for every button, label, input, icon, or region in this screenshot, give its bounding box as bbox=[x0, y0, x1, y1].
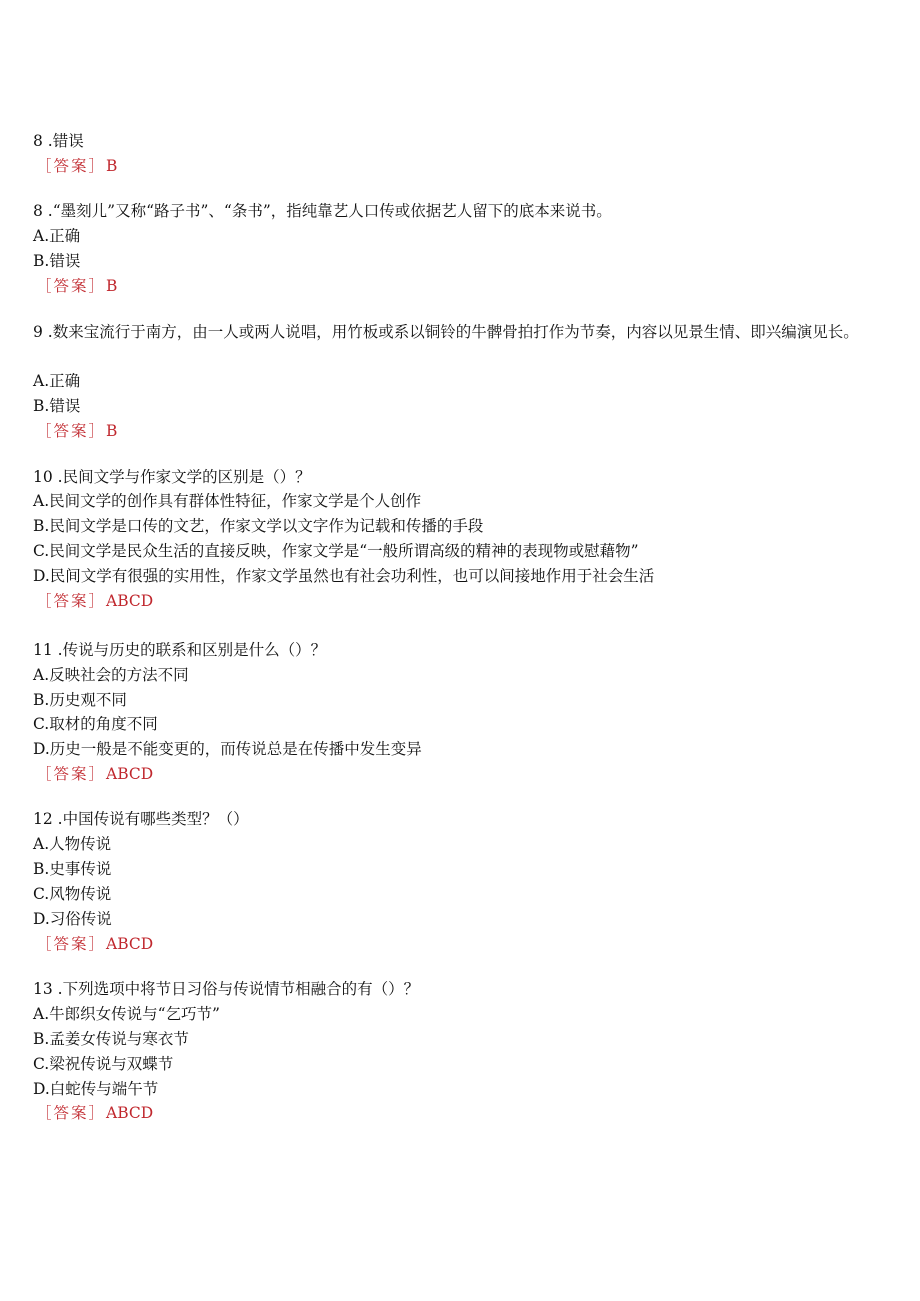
option: B.错误 bbox=[33, 397, 81, 415]
answer bbox=[36, 763, 153, 785]
answer-value: B bbox=[106, 277, 118, 295]
answer bbox=[36, 420, 117, 442]
option: C.风物传说 bbox=[33, 885, 112, 903]
answer bbox=[36, 275, 117, 297]
question-stem: 10 .民间文学与作家文学的区别是（）？ bbox=[33, 468, 311, 486]
prev-option: 8 .错误 bbox=[33, 132, 84, 150]
question-stem: 13 .下列选项中将节日习俗与传说情节相融合的有（）？ bbox=[33, 980, 420, 998]
option: A.正确 bbox=[33, 372, 81, 390]
answer-value: B bbox=[106, 157, 118, 175]
option: A.民间文学的创作具有群体性特征，作家文学是个人创作 bbox=[33, 492, 422, 510]
prev-answer bbox=[36, 155, 117, 177]
question-stem: 12 .中国传说有哪些类型？（） bbox=[33, 810, 249, 828]
answer-value: ABCD bbox=[106, 1104, 154, 1122]
answer-label: ［答案］ bbox=[36, 765, 107, 783]
answer-value: ABCD bbox=[106, 765, 154, 783]
option: B.史事传说 bbox=[33, 860, 112, 878]
answer-value: ABCD bbox=[106, 935, 154, 953]
answer-label: ［答案］ bbox=[36, 935, 107, 953]
answer-label: ［答案］ bbox=[36, 277, 107, 295]
option: C.梁祝传说与双蝶节 bbox=[33, 1055, 174, 1073]
answer-label: ［答案］ bbox=[36, 1104, 107, 1122]
option: A.牛郎织女传说与“乞巧节” bbox=[33, 1005, 220, 1023]
answer-value: ABCD bbox=[106, 592, 154, 610]
answer bbox=[36, 1102, 153, 1124]
question-stem: 9 .数来宝流行于南方，由一人或两人说唱，用竹板或系以铜铃的牛髀骨拍打作为节奏，内容以见景生情、即兴编演见长。 bbox=[33, 323, 859, 341]
option: A.正确 bbox=[33, 227, 81, 245]
option: D.民间文学有很强的实用性，作家文学虽然也有社会功利性，也可以间接地作用于社会生活 bbox=[33, 567, 655, 585]
option: D.历史一般是不能变更的，而传说总是在传播中发生变异 bbox=[33, 740, 422, 758]
answer bbox=[36, 590, 153, 612]
question-stem: 8 .“墨刻儿”又称“路子书”、“条书”，指纯靠艺人口传或依据艺人留下的底本来说书。 bbox=[33, 202, 612, 220]
option: C.民间文学是民众生活的直接反映，作家文学是“一般所谓高级的精神的表现物或慰藉物” bbox=[33, 542, 639, 560]
option: B.历史观不同 bbox=[33, 691, 127, 709]
answer-label: ［答案］ bbox=[36, 422, 107, 440]
option: C.取材的角度不同 bbox=[33, 715, 158, 733]
answer bbox=[36, 933, 153, 955]
option: B.错误 bbox=[33, 252, 81, 270]
question-stem: 11 .传说与历史的联系和区别是什么（）？ bbox=[33, 641, 327, 659]
answer-value: B bbox=[106, 422, 118, 440]
option: B.孟姜女传说与寒衣节 bbox=[33, 1030, 189, 1048]
answer-label: ［答案］ bbox=[36, 592, 107, 610]
option: B.民间文学是口传的文艺，作家文学以文字作为记载和传播的手段 bbox=[33, 517, 484, 535]
option: A.人物传说 bbox=[33, 835, 112, 853]
option: D.白蛇传与端午节 bbox=[33, 1080, 159, 1098]
option: A.反映社会的方法不同 bbox=[33, 666, 189, 684]
option: D.习俗传说 bbox=[33, 910, 112, 928]
answer-label: ［答案］ bbox=[36, 157, 107, 175]
